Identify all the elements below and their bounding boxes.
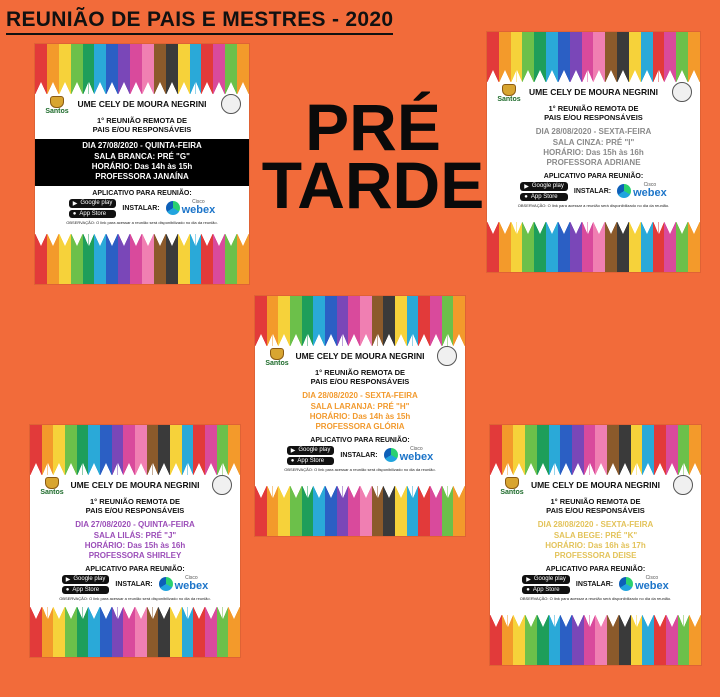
pencil-icon: [442, 296, 454, 346]
pencil-icon: [605, 32, 617, 82]
pencil-icon: [549, 425, 561, 475]
pencil-icon: [490, 425, 502, 475]
google-play-badge[interactable]: [69, 199, 117, 208]
app-heading: APLICATIVO PARA REUNIÃO:: [85, 565, 185, 573]
meeting-time: HORÁRIO: Das 14h às 15h: [91, 162, 193, 172]
meeting-room: SALA BEGE: PRÉ "K": [553, 530, 638, 540]
pencil-icon: [217, 425, 229, 475]
pencil-icon: [617, 32, 629, 82]
pencil-icon: [558, 32, 570, 82]
pencil-icon: [213, 44, 225, 94]
pencil-icon: [487, 32, 499, 82]
pencil-icon: [71, 44, 83, 94]
meeting-date: DIA 28/08/2020 - SEXTA-FEIRA: [535, 127, 652, 137]
meeting-title-line2: PAIS E/OU RESPONSÁVEIS: [544, 112, 643, 122]
school-logo-icon: [221, 94, 241, 114]
meeting-info: [35, 139, 249, 186]
store-badges: [62, 575, 110, 594]
pencil-icon: [278, 296, 290, 346]
santos-label: Santos: [45, 108, 69, 115]
pencil-icon: [511, 32, 523, 82]
pencil-icon: [502, 425, 514, 475]
flyer-body: [39, 94, 245, 244]
meeting-title-line2: PAIS E/OU RESPONSÁVEIS: [310, 376, 410, 386]
pencil-icon: [178, 44, 190, 94]
google-play-label: Google play: [533, 576, 566, 583]
pencil-icon: [53, 425, 65, 475]
webex-brand: Cisco: [192, 199, 205, 206]
app-store-label: App Store: [79, 210, 107, 217]
flyer-card: [35, 44, 249, 284]
pencil-icon: [30, 425, 42, 475]
school-name: UME CELY DE MOURA NEGRINI: [528, 87, 659, 97]
santos-label: Santos: [40, 489, 64, 496]
pencil-border-top: [255, 296, 465, 346]
meeting-teacher: PROFESSORA JANAÍNA: [95, 172, 189, 182]
pencil-icon: [225, 44, 237, 94]
pencil-icon: [572, 425, 584, 475]
google-play-label: Google play: [298, 447, 331, 454]
webex-name: Cisco webex: [174, 575, 209, 593]
meeting-room: SALA BRANCA: PRÉ "G": [94, 151, 190, 161]
pencil-icon: [537, 425, 549, 475]
app-store-label: App Store: [72, 586, 100, 593]
pencil-icon: [158, 425, 170, 475]
meeting-title: [491, 105, 696, 122]
install-label: INSTALAR:: [340, 451, 378, 459]
pencil-border-top: [487, 32, 700, 82]
pencil-icon: [94, 44, 106, 94]
pencil-icon: [112, 425, 124, 475]
install-label: INSTALAR:: [573, 187, 612, 195]
crest-icon: [270, 348, 284, 360]
apps-row: [39, 199, 245, 218]
school-logo-icon: [673, 475, 693, 495]
pencil-icon: [83, 44, 95, 94]
crest-icon: [45, 477, 59, 489]
meeting-info: [494, 520, 697, 562]
observation-note: OBSERVAÇÃO: O link para acessar a reunião será disponibilizado no dia da reunião.: [66, 219, 218, 225]
apple-icon: ●: [290, 457, 295, 464]
pencil-icon: [641, 32, 653, 82]
install-label: INSTALAR:: [115, 580, 153, 588]
pencil-icon: [525, 425, 537, 475]
app-store-badge[interactable]: [520, 193, 568, 201]
pencil-icon: [499, 32, 511, 82]
webex-logo: [384, 447, 434, 463]
pencil-icon: [619, 425, 631, 475]
pencil-icon: [348, 296, 360, 346]
meeting-room: SALA LILÁS: PRÉ "J": [93, 530, 177, 540]
meeting-title-line2: PAIS E/OU RESPONSÁVEIS: [92, 124, 192, 134]
pencil-icon: [118, 44, 130, 94]
flyer-card: [487, 32, 700, 272]
webex-brand: Cisco: [185, 575, 198, 582]
pencil-icon: [154, 44, 166, 94]
pencil-icon: [676, 32, 688, 82]
flyer-card: [255, 296, 465, 536]
crest-icon: [502, 84, 516, 96]
meeting-time: HORÁRIO: Das 15h às 16h: [543, 148, 644, 158]
webex-logo: [166, 200, 216, 216]
apps-row: [259, 446, 461, 465]
pencil-icon: [302, 296, 314, 346]
app-heading: APLICATIVO PARA REUNIÃO:: [545, 565, 646, 573]
meeting-room: SALA CINZA: PRÉ "I": [552, 137, 635, 147]
pencil-icon: [631, 425, 643, 475]
pencil-icon: [430, 296, 442, 346]
school-name: UME CELY DE MOURA NEGRINI: [295, 351, 425, 361]
pencil-icon: [142, 44, 154, 94]
google-play-label: Google play: [73, 576, 106, 583]
page-title: REUNIÃO DE PAIS E MESTRES - 2020: [6, 8, 393, 35]
pencil-icon: [395, 296, 407, 346]
meeting-info: [34, 520, 236, 562]
pencil-icon: [106, 44, 118, 94]
observation-note: OBSERVAÇÃO: O link para acessar a reunião será disponibilizado no dia da reunião.: [59, 595, 211, 601]
pencil-icon: [664, 32, 676, 82]
pencil-border-top: [30, 425, 240, 475]
pencil-icon: [100, 425, 112, 475]
meeting-title: [494, 498, 697, 515]
webex-name: Cisco webex: [635, 575, 669, 593]
app-store-label: App Store: [297, 457, 325, 464]
app-heading: APLICATIVO PARA REUNIÃO:: [543, 172, 644, 180]
pencil-icon: [653, 32, 665, 82]
pencil-icon: [313, 296, 325, 346]
pencil-icon: [522, 32, 534, 82]
flyer-body: [34, 475, 236, 617]
webex-name: Cisco webex: [181, 199, 216, 217]
pencil-icon: [689, 425, 701, 475]
apple-icon: ●: [65, 586, 70, 593]
webex-icon: [619, 577, 633, 591]
pencil-icon: [123, 425, 135, 475]
label-pre: PRÉ: [305, 90, 441, 164]
pencil-icon: [35, 44, 47, 94]
meeting-time: HORÁRIO: Das 15h às 16h: [84, 541, 186, 551]
apps-row: [491, 182, 696, 201]
pencil-icon: [88, 425, 100, 475]
pencil-icon: [59, 44, 71, 94]
santos-label: Santos: [497, 96, 521, 103]
pencil-icon: [228, 425, 240, 475]
meeting-room: SALA LARANJA: PRÉ "H": [310, 401, 410, 411]
pencil-icon: [453, 296, 465, 346]
pencil-icon: [182, 425, 194, 475]
store-badges: [69, 199, 117, 218]
school-logo-icon: [212, 475, 232, 495]
meeting-teacher: PROFESSORA DEISE: [554, 551, 637, 561]
meeting-title: [259, 369, 461, 386]
pencil-icon: [593, 32, 605, 82]
google-play-badge[interactable]: [520, 182, 568, 191]
apps-row: [494, 575, 697, 594]
pencil-icon: [193, 425, 205, 475]
meeting-title-line1: 1° REUNIÃO REMOTA DE: [96, 116, 188, 125]
santos-logo: [38, 477, 66, 496]
pencil-icon: [65, 425, 77, 475]
pencil-border-top: [35, 44, 249, 94]
webex-logo: [619, 576, 669, 592]
flyer-card: [30, 425, 240, 657]
webex-brand: Cisco: [645, 575, 659, 582]
meeting-date: DIA 27/08/2020 - QUINTA-FEIRA: [75, 520, 195, 530]
meeting-title-line1: 1° REUNIÃO REMOTA DE: [548, 104, 639, 113]
google-play-label: Google play: [80, 200, 113, 207]
school-name: UME CELY DE MOURA NEGRINI: [530, 480, 661, 490]
webex-logo: [159, 576, 209, 592]
school-logo-icon: [437, 346, 457, 366]
pencil-icon: [560, 425, 572, 475]
pencil-icon: [654, 425, 666, 475]
pencil-icon: [190, 44, 202, 94]
app-store-badge[interactable]: [287, 457, 335, 465]
meeting-title: [34, 498, 236, 515]
school-name: UME CELY DE MOURA NEGRINI: [70, 480, 200, 490]
flyer-body: [494, 475, 697, 625]
pencil-icon: [534, 32, 546, 82]
meeting-teacher: PROFESSORA SHIRLEY: [88, 551, 182, 561]
install-label: INSTALAR:: [122, 204, 160, 212]
app-store-badge[interactable]: [62, 586, 110, 594]
pencil-icon: [642, 425, 654, 475]
santos-logo: [495, 84, 523, 103]
webex-brand: Cisco: [643, 182, 657, 189]
pencil-icon: [255, 296, 267, 346]
webex-name: Cisco webex: [633, 182, 667, 200]
webex-icon: [384, 448, 398, 462]
webex-logo: [617, 183, 667, 199]
store-badges: [522, 575, 570, 594]
pencil-icon: [584, 425, 596, 475]
pencil-icon: [130, 44, 142, 94]
observation-note: OBSERVAÇÃO: O link para acessar a reunião será disponibilizado no dia da reunião.: [519, 595, 672, 601]
app-heading: APLICATIVO PARA REUNIÃO:: [310, 436, 410, 444]
school-name: UME CELY DE MOURA NEGRINI: [77, 99, 207, 109]
pencil-icon: [546, 32, 558, 82]
app-store-label: App Store: [530, 193, 558, 200]
meeting-info: [259, 391, 461, 433]
play-icon: ▶: [526, 576, 531, 583]
santos-label: Santos: [265, 360, 289, 367]
pencil-icon: [407, 296, 419, 346]
pencil-icon: [678, 425, 690, 475]
pencil-icon: [513, 425, 525, 475]
meeting-date: DIA 27/08/2020 - QUINTA-FEIRA: [82, 141, 202, 151]
pencil-icon: [582, 32, 594, 82]
pencil-icon: [42, 425, 54, 475]
pencil-icon: [325, 296, 337, 346]
pencil-icon: [166, 44, 178, 94]
santos-label: Santos: [500, 489, 524, 496]
crest-icon: [505, 477, 519, 489]
pencil-icon: [201, 44, 213, 94]
pencil-icon: [135, 425, 147, 475]
meeting-date: DIA 28/08/2020 - SEXTA-FEIRA: [302, 391, 418, 401]
pencil-icon: [337, 296, 349, 346]
pencil-icon: [267, 296, 279, 346]
pencil-icon: [688, 32, 700, 82]
pencil-icon: [170, 425, 182, 475]
play-icon: ▶: [72, 200, 78, 207]
pencil-icon: [595, 425, 607, 475]
santos-logo: [498, 477, 526, 496]
school-logo-icon: [672, 82, 692, 102]
label-tarde: TARDE: [261, 148, 485, 222]
pencil-icon: [77, 425, 89, 475]
meeting-title-line2: PAIS E/OU RESPONSÁVEIS: [546, 505, 645, 515]
pencil-border-top: [490, 425, 701, 475]
app-heading: APLICATIVO PARA REUNIÃO:: [92, 189, 192, 197]
google-play-badge[interactable]: [62, 575, 110, 584]
play-icon: ▶: [290, 447, 296, 454]
apple-icon: ●: [72, 210, 77, 217]
pencil-icon: [607, 425, 619, 475]
apps-row: [34, 575, 236, 594]
pencil-icon: [47, 44, 59, 94]
meeting-date: DIA 28/08/2020 - SEXTA-FEIRA: [537, 520, 654, 530]
pencil-icon: [383, 296, 395, 346]
pencil-icon: [205, 425, 217, 475]
app-store-badge[interactable]: [522, 586, 570, 594]
pencil-icon: [360, 296, 372, 346]
meeting-title-line1: 1° REUNIÃO REMOTA DE: [550, 497, 641, 506]
store-badges: [520, 182, 568, 201]
store-badges: [287, 446, 335, 465]
meeting-time: HORÁRIO: Das 14h às 15h: [309, 412, 411, 422]
pencil-icon: [372, 296, 384, 346]
pencil-icon: [666, 425, 678, 475]
apple-icon: ●: [526, 586, 530, 593]
install-label: INSTALAR:: [575, 580, 614, 588]
meeting-title: [39, 117, 245, 134]
pencil-icon: [418, 296, 430, 346]
flyer-card: [490, 425, 701, 665]
webex-name: Cisco webex: [399, 446, 434, 464]
crest-icon: [50, 96, 64, 108]
meeting-teacher: PROFESSORA ADRIANE: [546, 158, 641, 168]
meeting-title-line1: 1° REUNIÃO REMOTA DE: [89, 497, 181, 506]
santos-logo: [263, 348, 291, 367]
flyer-body: [259, 346, 461, 496]
observation-note: OBSERVAÇÃO: O link para acessar a reunião será disponibilizado no dia da reunião.: [284, 466, 436, 472]
webex-brand: Cisco: [410, 446, 423, 453]
meeting-teacher: PROFESSORA GLÓRIA: [315, 422, 405, 432]
pencil-icon: [290, 296, 302, 346]
pencil-icon: [629, 32, 641, 82]
apple-icon: ●: [524, 193, 528, 200]
meeting-time: HORÁRIO: Das 16h às 17h: [545, 541, 646, 551]
google-play-badge[interactable]: [287, 446, 335, 455]
pencil-icon: [570, 32, 582, 82]
webex-icon: [166, 201, 180, 215]
app-store-badge[interactable]: [69, 210, 117, 218]
meeting-title-line1: 1° REUNIÃO REMOTA DE: [314, 368, 406, 377]
google-play-label: Google play: [531, 183, 564, 190]
google-play-badge[interactable]: [522, 575, 570, 584]
webex-icon: [159, 577, 173, 591]
meeting-info: [491, 127, 696, 169]
webex-icon: [617, 184, 631, 198]
play-icon: ▶: [524, 183, 529, 190]
pencil-icon: [237, 44, 249, 94]
play-icon: ▶: [65, 576, 71, 583]
observation-note: OBSERVAÇÃO: O link para acessar a reunião será disponibilizado no dia da reunião.: [517, 202, 670, 208]
santos-logo: [43, 96, 71, 115]
meeting-title-line2: PAIS E/OU RESPONSÁVEIS: [85, 505, 185, 515]
app-store-label: App Store: [532, 586, 560, 593]
pencil-icon: [147, 425, 159, 475]
flyer-body: [491, 82, 696, 232]
